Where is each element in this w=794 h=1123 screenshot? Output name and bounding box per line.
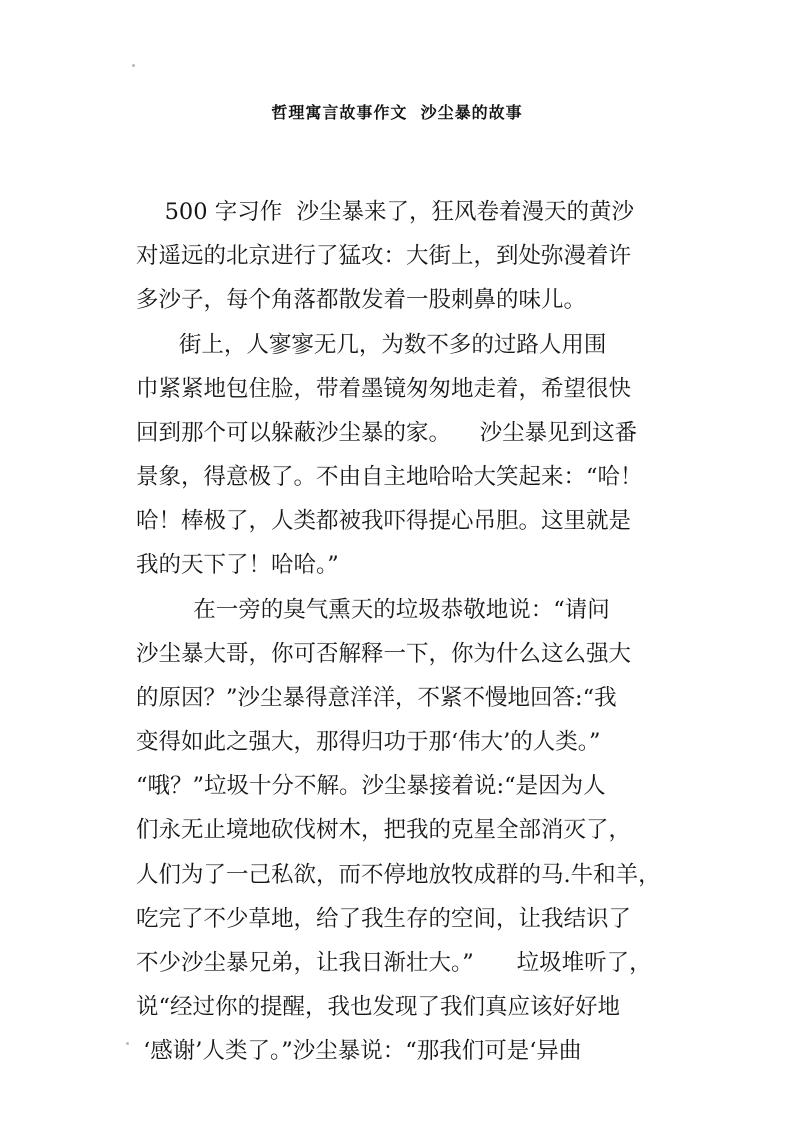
body-line: ‘感谢’人类了。”沙尘暴说：“那我们可是‘异曲 <box>136 1038 582 1064</box>
body-line: 500 字习作 沙尘暴来了，狂风卷着漫天的黄沙 <box>136 199 635 225</box>
body-line: 沙尘暴大哥，你可否解释一下，你为什么这么强大 <box>136 641 632 667</box>
body-line: 街上，人寥寥无几，为数不多的过路人用围 <box>136 332 607 358</box>
body-line: 们永无止境地砍伐树木，把我的克星全部消灭了， <box>136 817 632 843</box>
scan-speck <box>132 64 135 67</box>
body-line: 景象，得意极了。不由自主地哈哈大笑起来：“哈！ <box>136 464 643 490</box>
body-line: 的原因？”沙尘暴得意洋洋，不紧不慢地回答:“我 <box>136 685 617 711</box>
body-line: 说“经过你的提醒，我也发现了我们真应该好好地 <box>136 994 621 1020</box>
body-line: 哈！棒极了，人类都被我吓得提心吊胆。这里就是 <box>136 508 632 534</box>
body-line: 变得如此之强大，那得归功于那‘伟大’的人类。” <box>136 729 601 755</box>
body-line: 在一旁的臭气熏天的垃圾恭敬地说：“请问 <box>136 597 610 623</box>
body-line: 不少沙尘暴兄弟，让我日渐壮大。” 垃圾堆听了， <box>136 950 652 976</box>
body-line: 我的天下了！哈哈。” <box>136 552 339 578</box>
scan-speck <box>126 1042 129 1045</box>
body-line: 对遥远的北京进行了猛攻：大街上，到处弥漫着许 <box>136 243 632 269</box>
body-line: 人们为了一己私欲，而不停地放牧成群的马.牛和羊， <box>136 862 661 888</box>
document-title: 哲理寓言故事作文 沙尘暴的故事 <box>271 103 523 122</box>
body-line: “哦？”垃圾十分不解。沙尘暴接着说:“是因为人 <box>136 773 606 799</box>
body-line: 巾紧紧地包住脸，带着墨镜匆匆地走着，希望很快 <box>136 376 632 402</box>
body-line: 多沙子，每个角落都散发着一股刺鼻的味儿。 <box>136 287 587 313</box>
body-line: 吃完了不少草地，给了我生存的空间，让我结识了 <box>136 906 632 932</box>
body-line: 回到那个可以躲蔽沙尘暴的家。 沙尘暴见到这番 <box>136 420 638 446</box>
